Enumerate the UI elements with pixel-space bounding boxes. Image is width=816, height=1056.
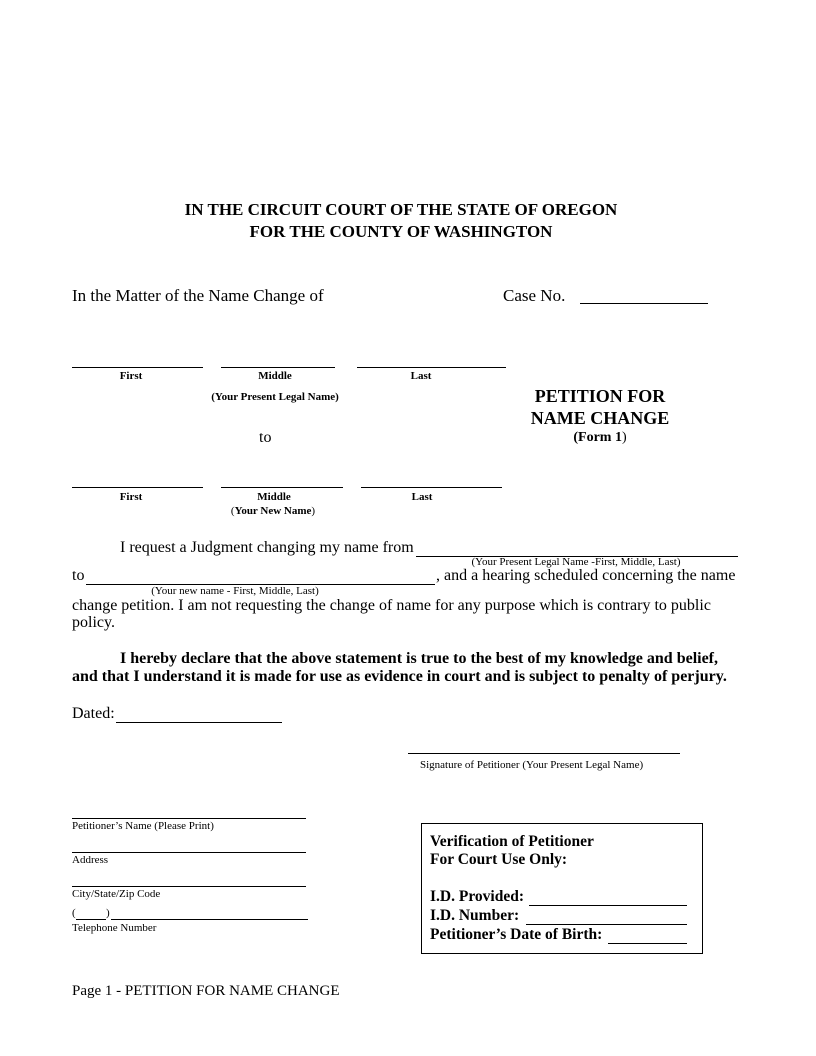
case-number-field[interactable]: [580, 288, 708, 304]
case-number-label: Case No.: [503, 286, 566, 305]
form-number-paren: ): [621, 430, 627, 445]
id-provided-label: I.D. Provided:: [430, 888, 525, 905]
signature-caption: Signature of Petitioner (Your Present Legal Name): [420, 759, 644, 771]
verification-box: [421, 823, 703, 954]
request-from-caption: (Your Present Legal Name -First, Middle, Last): [471, 556, 681, 568]
petitioner-name-label: Petitioner’s Name (Please Print): [72, 820, 214, 832]
page-footer: Page 1 - PETITION FOR NAME CHANGE: [72, 983, 340, 999]
id-provided-field[interactable]: [529, 890, 687, 906]
dated-label: Dated:: [72, 705, 115, 722]
request-text-line1: I request a Judgment changing my name from: [120, 539, 414, 556]
court-heading-line2: FOR THE COUNTY OF WASHINGTON: [249, 222, 553, 241]
matter-label: In the Matter of the Name Change of: [72, 286, 324, 305]
city-state-zip-field[interactable]: [72, 871, 306, 887]
request-to-prefix: to: [72, 567, 85, 584]
address-label: Address: [72, 854, 109, 866]
declaration-line1: I hereby declare that the above statement is true to the best of my knowledge and belief,: [120, 650, 719, 667]
dob-label: Petitioner’s Date of Birth:: [430, 926, 603, 943]
request-text-line4: policy.: [72, 614, 115, 631]
phone-paren-close: ): [106, 907, 110, 919]
declaration-line2: and that I understand it is made for use as evidence in court and is subject to penalty of perjury.: [72, 668, 727, 685]
request-to-name-field[interactable]: [86, 569, 435, 585]
new-last-label: Last: [411, 491, 433, 503]
form-number: [520, 430, 680, 446]
request-from-name-field[interactable]: [416, 541, 738, 557]
court-use-only-label: For Court Use Only:: [430, 851, 568, 868]
new-first-name-field[interactable]: [72, 472, 203, 488]
new-first-label: First: [119, 491, 143, 503]
to-label: to: [259, 429, 272, 446]
present-middle-name-field[interactable]: [221, 352, 335, 368]
id-number-field[interactable]: [526, 909, 687, 925]
dated-field[interactable]: [116, 707, 282, 723]
present-last-name-field[interactable]: [357, 352, 506, 368]
new-middle-label: Middle: [257, 491, 291, 503]
request-text-line3: change petition. I am not requesting the change of name for any purpose which is contrary to public: [72, 597, 711, 614]
new-middle-name-field[interactable]: [221, 472, 343, 488]
petition-title-line2: NAME CHANGE: [530, 408, 670, 428]
verification-title: Verification of Petitioner: [430, 833, 594, 850]
present-first-label: First: [119, 370, 143, 382]
request-text-line2: , and a hearing scheduled concerning the name: [436, 567, 736, 584]
phone-paren-open: (: [72, 907, 76, 919]
new-name-paren-close: ): [311, 505, 316, 517]
new-name-group-text: Your New Name: [234, 505, 312, 517]
signature-field[interactable]: [408, 738, 680, 754]
court-heading-line1: IN THE CIRCUIT COURT OF THE STATE OF OREGON: [184, 200, 618, 219]
request-to-caption: (Your new name - First, Middle, Last): [151, 585, 319, 597]
phone-area-code-field[interactable]: [76, 906, 106, 920]
petition-title-line1: PETITION FOR: [534, 386, 666, 406]
city-state-zip-label: City/State/Zip Code: [72, 888, 161, 900]
present-first-name-field[interactable]: [72, 352, 203, 368]
dob-field[interactable]: [608, 928, 687, 944]
new-name-group-label: [200, 505, 346, 517]
present-last-label: Last: [410, 370, 432, 382]
phone-number-field[interactable]: [111, 906, 308, 920]
petitioner-name-field[interactable]: [72, 803, 306, 819]
address-field[interactable]: [72, 837, 306, 853]
present-middle-label: Middle: [258, 370, 292, 382]
phone-label: Telephone Number: [72, 922, 157, 934]
present-name-group-label: (Your Present Legal Name): [211, 391, 339, 403]
form-number-text: (Form 1: [573, 430, 622, 445]
id-number-label: I.D. Number:: [430, 907, 520, 924]
new-name-paren-open: (: [230, 505, 235, 517]
new-last-name-field[interactable]: [361, 472, 502, 488]
